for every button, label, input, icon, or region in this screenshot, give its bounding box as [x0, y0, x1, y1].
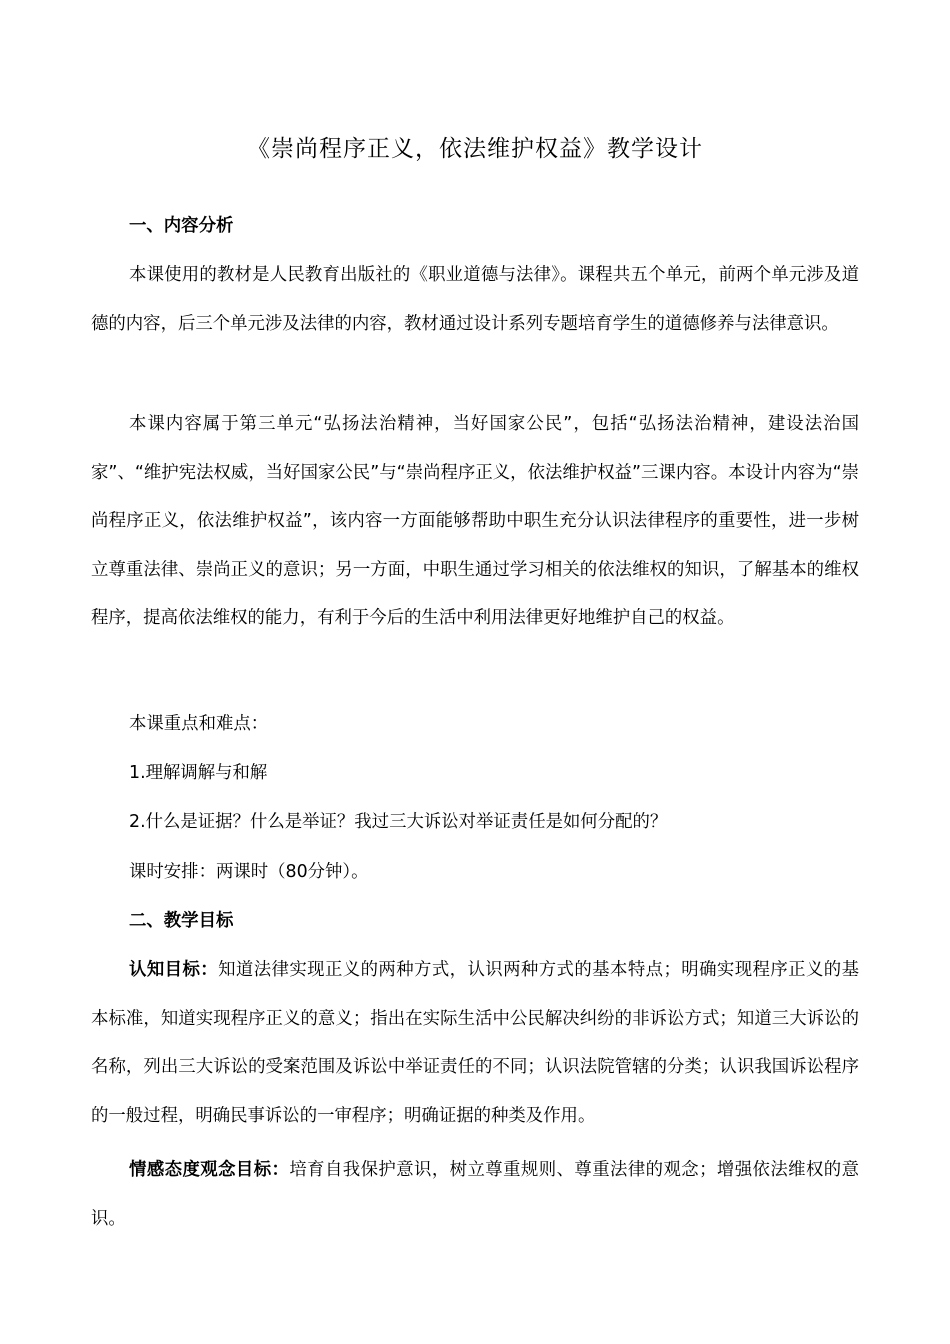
- section-heading-teaching-goals: 二、教学目标: [129, 911, 234, 931]
- paragraph-emotion-goals: [91, 1146, 859, 1243]
- key-points-label: 本课重点和难点：: [129, 714, 269, 734]
- paragraph-unit-content: 本课内容属于第三单元“弘扬法治精神，当好国家公民”，包括“弘扬法治精神，建设法治国家”、“维护宪法权威，当好国家公民”与“崇尚程序正义，依法维护权益”三课内容。本设计内容为“崇尚程序正义，依法维护权益”，该内容一方面能够帮助中职生充分认识法律程序的重要性，进一步树立尊重法律、崇尚正义的意识；另一方面，中职生通过学习相关的依法维权的知识，了解基本的维权程序，提高依法维权的能力，有利于今后的生活中利用法律更好地维护自己的权益。: [91, 414, 859, 628]
- class-schedule: 课时安排：两课时（80分钟）。: [129, 862, 369, 882]
- key-point-1: 1.理解调解与和解: [129, 763, 268, 783]
- document-title: 《崇尚程序正义，依法维护权益》教学设计: [247, 136, 703, 162]
- paragraph-textbook-intro: 本课使用的教材是人民教育出版社的《职业道德与法律》。课程共五个单元，前两个单元涉及道德的内容，后三个单元涉及法律的内容，教材通过设计系列专题培育学生的道德修养与法律意识。: [91, 265, 859, 334]
- section-heading-content-analysis: 一、内容分析: [129, 216, 234, 236]
- emotion-goals-text: 培育自我保护意识，树立尊重规则、尊重法律的观念；增强依法维权的意识。: [91, 1160, 859, 1229]
- cognitive-goals-label: 认知目标：: [129, 960, 219, 980]
- emotion-goals-label: 情感态度观念目标：: [129, 1160, 290, 1180]
- key-point-2: 2.什么是证据？什么是举证？我过三大诉讼对举证责任是如何分配的？: [129, 812, 668, 832]
- cognitive-goals-text: 知道法律实现正义的两种方式，认识两种方式的基本特点；明确实现程序正义的基本标准，知道实现程序正义的意义；指出在实际生活中公民解决纠纷的非诉讼方式；知道三大诉讼的名称，列出三大诉讼的受案范围及诉讼中举证责任的不同；认识法院管辖的分类；认识我国诉讼程序的一般过程，明确民事诉讼的一审程序；明确证据的种类及作用。: [91, 960, 859, 1126]
- paragraph-cognitive-goals: [91, 946, 859, 1140]
